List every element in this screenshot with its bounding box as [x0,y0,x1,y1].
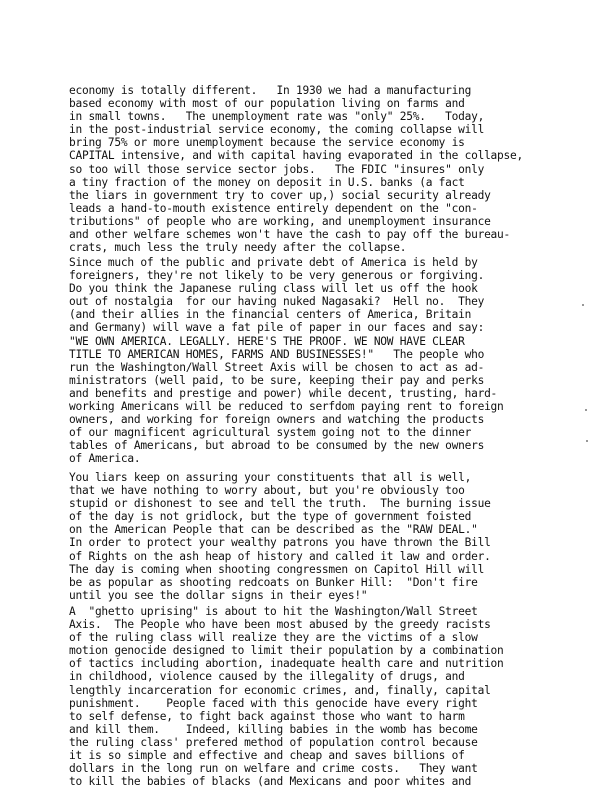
text-line: tables of Americans, but abroad to be consumed by the new owners [69,439,485,453]
text-line: in childhood, violence caused by the illegality of drugs, and [69,670,465,684]
text-line: based economy with most of our population living on farms and [69,97,465,111]
text-line: bring 75% or more unemployment because the service economy is [69,136,465,150]
paragraph-liars [69,471,549,602]
text-line: foreigners, they're not likely to be very generous or forgiving. [69,269,485,283]
text-line: and kill them. Indeed, killing babies in the womb has become [69,722,478,736]
text-line: economy is totally different. In 1930 we had a manufacturing [69,84,472,97]
text-line: working Americans will be reduced to serfdom paying rent to foreign [69,400,504,414]
text-line: the liars in government try to cover up,) social security already [69,188,491,202]
text-line: tributions" of people who are working, and unemployment insurance [69,214,491,228]
paragraph-foreign-debt [69,256,549,466]
text-line: Axis. The People who have been most abused by the greedy racists [69,618,491,632]
paragraph-ghetto-uprising [69,605,549,788]
text-line: of tactics including abortion, inadequate health care and nutrition [69,657,504,671]
text-line: "WE OWN AMERICA. LEGALLY. HERE'S THE PROOF. WE NOW HAVE CLEAR [69,334,465,348]
text-line: In order to protect your wealthy patrons you have thrown the Bill [69,536,491,550]
scan-speck [585,409,587,411]
text-line: to kill the babies of blacks (and Mexicans and poor whites and [69,775,472,789]
text-line: CAPITAL intensive, and with capital having evaporated in the collapse, [69,149,523,163]
text-line: in small towns. The unemployment rate was "only" 25%. Today, [69,110,485,124]
text-line: (and their allies in the financial centers of America, Britain [69,308,472,322]
text-line: in the post-industrial service economy, the coming collapse will [69,123,485,137]
text-line: so too will those service sector jobs. The FDIC "insures" only [69,162,485,176]
text-line: on the American People that can be described as the "RAW DEAL." [69,523,478,537]
scan-speck [586,440,588,442]
text-line: and other welfare schemes won't have the cash to pay off the bureau- [69,228,511,242]
text-line: punishment. People faced with this genocide have every right [69,696,478,710]
text-line: and benefits and prestige and power) while decent, trusting, hard- [69,386,498,400]
text-line: of the day is not gridlock, but the type of government foisted [69,510,472,524]
scan-speck [582,304,584,306]
text-line: that we have nothing to worry about, but you're obviously too [69,484,465,498]
text-line: dollars in the long run on welfare and crime costs. They want [69,762,478,776]
text-line: A "ghetto uprising" is about to hit the Washington/Wall Street [69,605,478,618]
text-line: motion genocide designed to limit their population by a combination [69,644,504,658]
text-line: You liars keep on assuring your constituents that all is well, [69,471,472,484]
text-line: lengthly incarceration for economic crimes, and, finally, capital [69,683,491,697]
text-line: and Germany) will wave a fat pile of paper in our faces and say: [69,321,485,335]
text-line: of Rights on the ash heap of history and called it law and order. [69,549,491,563]
text-line: out of nostalgia for our having nuked Nagasaki? Hell no. They [69,295,485,309]
text-line: of America. [69,452,141,466]
text-line: leads a hand-to-mouth existence entirely dependent on the "con- [69,201,478,215]
text-line: to self defense, to fight back against those who want to harm [69,709,465,723]
text-line: run the Washington/Wall Street Axis will be chosen to act as ad- [69,360,485,374]
text-line: the ruling class' prefered method of population control because [69,735,478,749]
text-line: be as popular as shooting redcoats on Bunker Hill: "Don't fire [69,575,478,589]
text-line: Do you think the Japanese ruling class will let us off the hook [69,282,478,296]
text-line: The day is coming when shooting congressmen on Capitol Hill will [69,562,485,576]
text-line: crats, much less the truly needy after the collapse. [69,241,407,255]
text-line: ministrators (well paid, to be sure, keeping their pay and perks [69,373,485,387]
text-line: it is so simple and effective and cheap and saves billions of [69,749,465,763]
paragraph-economy [69,84,549,254]
text-line: TITLE TO AMERICAN HOMES, FARMS AND BUSINESSES!" The people who [69,347,485,361]
text-line: owners, and working for foreign owners and watching the products [69,413,485,427]
text-line: Since much of the public and private debt of America is held by [69,256,478,269]
text-line: a tiny fraction of the money on deposit in U.S. banks (a fact [69,175,465,189]
text-line: stupid or dishonest to see and tell the truth. The burning issue [69,497,491,511]
text-line: of the ruling class will realize they are the victims of a slow [69,631,478,645]
text-line: of our magnificent agricultural system going not to the dinner [69,426,472,440]
text-line: until you see the dollar signs in their eyes!" [69,588,368,602]
